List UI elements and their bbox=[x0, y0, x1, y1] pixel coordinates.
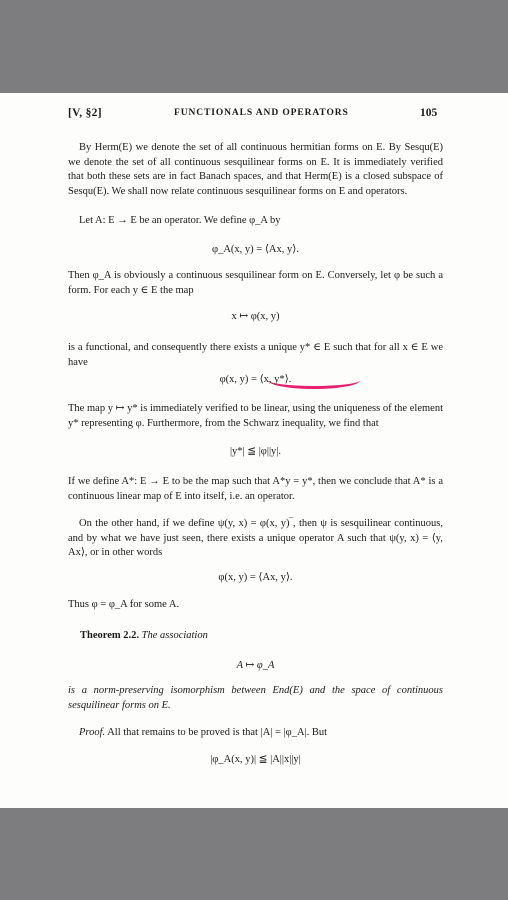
paragraph-thus bbox=[68, 598, 443, 613]
equation-phi-a: φ_A(x, y) = ⟨Ax, y⟩. bbox=[212, 244, 299, 255]
paragraph-define-phi bbox=[68, 214, 443, 229]
theorem-body bbox=[68, 684, 443, 713]
proof-label: Proof. bbox=[79, 727, 106, 738]
paragraph-functional bbox=[68, 341, 443, 370]
theorem-heading bbox=[80, 629, 443, 644]
paragraph-text: On the other hand, if we define ψ(y, x) = φ(x, y)‾, then ψ is sesquilinear continuous, and by what we have just seen, there exists a unique operator A such that ψ(y, x) = ⟨y, Ax⟩, or in other words bbox=[68, 518, 443, 559]
paragraph-adjoint bbox=[68, 475, 443, 504]
running-header bbox=[0, 107, 508, 123]
proof-paragraph bbox=[68, 726, 443, 741]
paragraph-converse bbox=[68, 269, 443, 298]
paragraph-text: By Herm(E) we denote the set of all continuous hermitian forms on E. By Sesqu(E) we denote the set of all continuous sesquilinear forms on E. It is immediately verified that both these sets are in fact Banach spaces, and that Herm(E) is a closed subspace of Sesqu(E). We shall now relate continuous sesquilinear forms on E and operators. bbox=[68, 142, 443, 197]
paragraph-text: If we define A*: E → E to be the map such that A*y = y*, then we conclude that A* is a continuous linear map of E into itself, i.e. an operator. bbox=[68, 476, 443, 502]
equation-map: x ↦ φ(x, y) bbox=[231, 311, 280, 322]
equation-schwarz: |y*| ≦ |φ||y|. bbox=[229, 446, 282, 457]
equation-phi-ax: φ(x, y) = ⟨Ax, y⟩. bbox=[218, 572, 293, 583]
paragraph-text: Let A: E → E be an operator. We define φ_A by bbox=[79, 215, 281, 226]
paragraph-herm-sesqu bbox=[68, 141, 443, 199]
page-number: 105 bbox=[420, 107, 438, 119]
theorem-text: is a norm-preserving isomorphism between End(E) and the space of continuous sesquilinear forms on E. bbox=[68, 685, 443, 711]
proof-text: All that remains to be proved is that |A| = |φ_A|. But bbox=[107, 727, 328, 738]
theorem-label: Theorem 2.2. bbox=[80, 630, 140, 641]
paragraph-text: is a functional, and consequently there exists a unique y* ∈ E such that for all x ∈ E we have bbox=[68, 342, 443, 368]
paragraph-text: Thus φ = φ_A for some A. bbox=[68, 599, 180, 610]
equation-norm-bound: |φ_A(x, y)| ≦ |A||x||y| bbox=[210, 754, 301, 765]
paragraph-linear-map bbox=[68, 402, 443, 431]
section-reference: [V, §2] bbox=[68, 107, 102, 119]
book-page bbox=[0, 93, 508, 808]
paragraph-text: The map y ↦ y* is immediately verified to be linear, using the uniqueness of the element y* representing φ. Furthermore, from the Schwarz inequality, we find that bbox=[68, 403, 443, 429]
paragraph-psi bbox=[68, 517, 443, 561]
equation-association: A ↦ φ_A bbox=[236, 660, 275, 671]
chapter-title: FUNCTIONALS AND OPERATORS bbox=[174, 108, 349, 118]
paragraph-text: Then φ_A is obviously a continuous sesquilinear form on E. Conversely, let φ be such a form. For each y ∈ E the map bbox=[68, 270, 443, 296]
equation-y-star: φ(x, y) = ⟨x, y*⟩. bbox=[219, 374, 292, 385]
theorem-intro: The association bbox=[141, 630, 208, 641]
